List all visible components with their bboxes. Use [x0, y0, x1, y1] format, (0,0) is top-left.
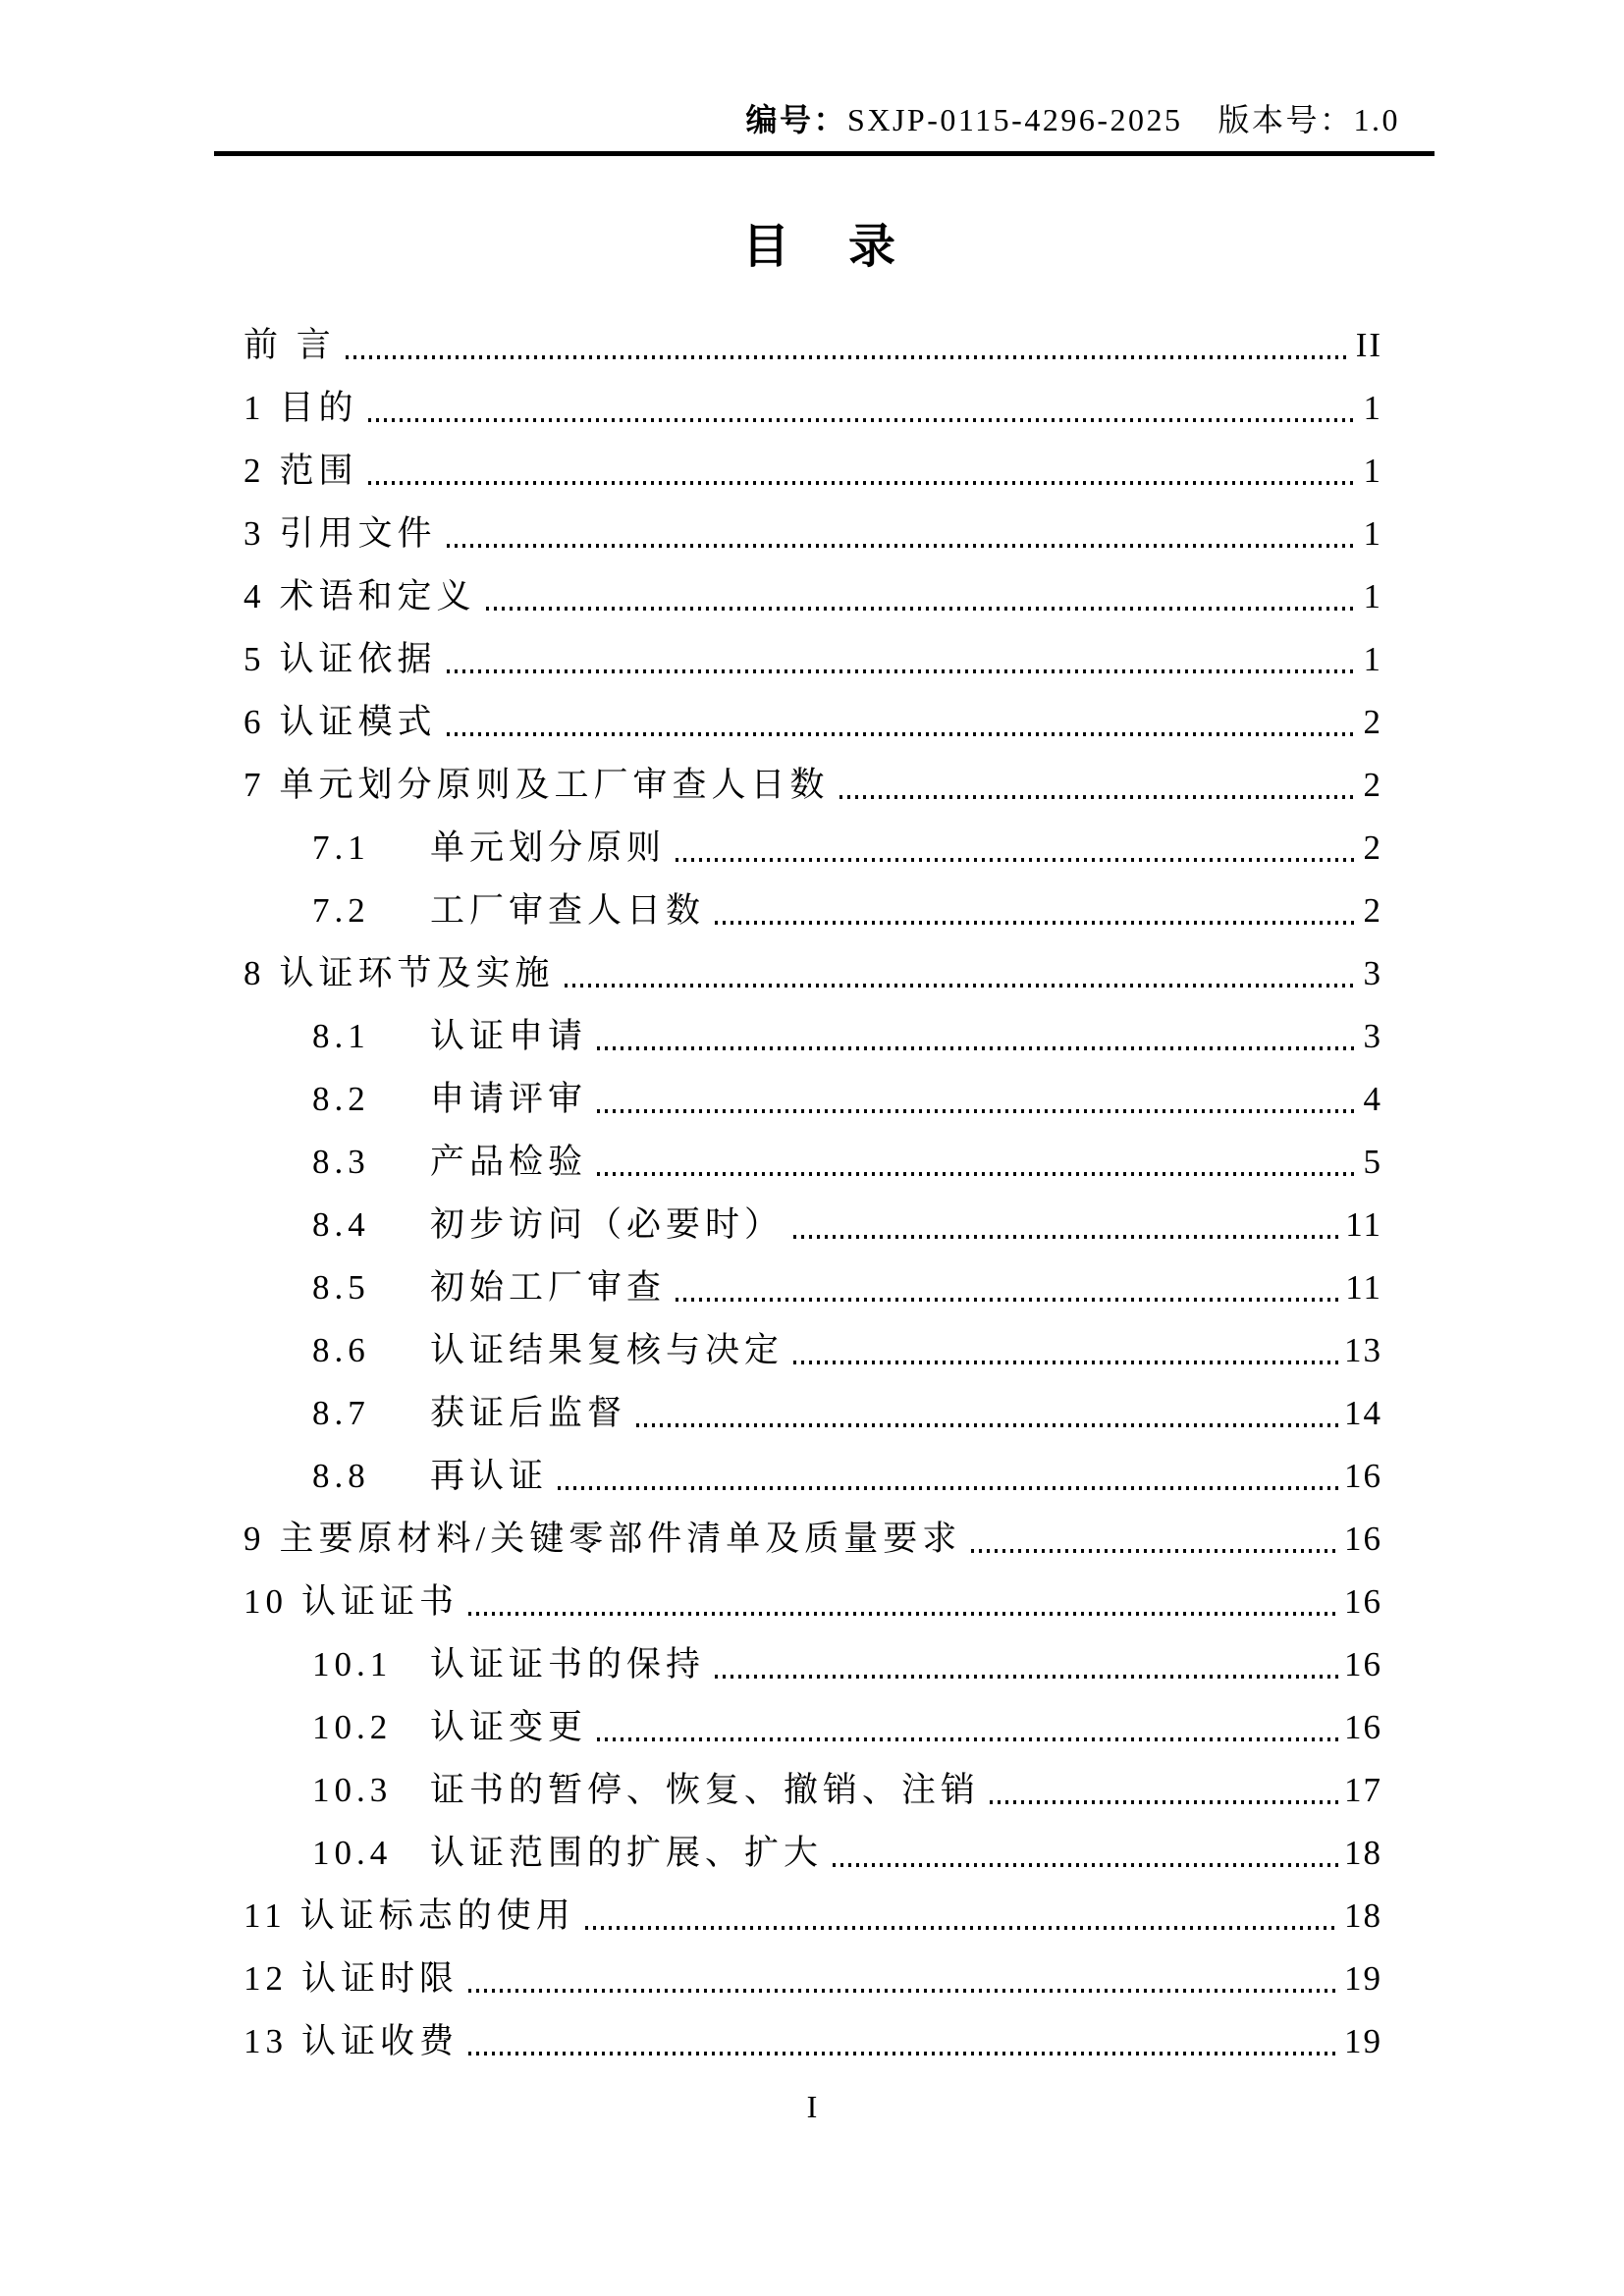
toc-entry-label: 产品检验: [430, 1143, 588, 1181]
toc-entry-number: 8.8: [312, 1457, 370, 1495]
toc-entry: [244, 1255, 1382, 1317]
toc-entry: [244, 1820, 1382, 1883]
toc-entry-label: 申请评审: [430, 1080, 588, 1118]
dot-leader: [368, 418, 1358, 422]
toc-entry-number: 8.4: [312, 1205, 370, 1244]
dot-leader: [676, 1298, 1339, 1302]
toc-entry-number: 9: [244, 1520, 266, 1558]
toc-entry-label: 再认证: [430, 1457, 549, 1495]
toc-entry: [244, 1066, 1382, 1129]
dot-leader: [468, 1989, 1338, 1993]
toc-entry-number: 3: [244, 514, 266, 553]
toc-entry: [244, 312, 1382, 375]
toc-entry-label: 认证时限: [301, 1959, 460, 1998]
dot-leader: [793, 1361, 1338, 1364]
toc-entry-number: 8: [244, 954, 266, 992]
toc-entry-page: 2: [1363, 703, 1382, 741]
toc-entry-number: 8.6: [312, 1331, 370, 1369]
toc-entry-number: 11: [244, 1896, 287, 1935]
dot-leader: [676, 858, 1357, 862]
toc-entry: [244, 878, 1382, 940]
dot-leader: [585, 1926, 1338, 1930]
toc-entry-label: 目的: [279, 389, 358, 427]
toc-entry-page: 16: [1344, 1645, 1382, 1683]
toc-entry-page: 16: [1344, 1457, 1382, 1495]
toc-entry: [244, 1757, 1382, 1820]
toc-entry: [244, 501, 1382, 563]
toc-entry-page: 3: [1363, 1017, 1382, 1055]
toc-entry-label: 范围: [279, 452, 358, 490]
toc-entry-label: 认证标志的使用: [299, 1896, 575, 1935]
document-header: [746, 101, 1400, 138]
toc-entry-page: II: [1355, 326, 1382, 364]
dot-leader: [346, 355, 1350, 359]
toc-entry-page: 19: [1344, 1959, 1382, 1998]
toc-entry-label: 认证依据: [279, 640, 437, 678]
version-value: 1.0: [1353, 102, 1400, 137]
toc-entry: [244, 689, 1382, 752]
toc-entry-label: 认证环节及实施: [279, 954, 555, 992]
dot-leader: [565, 984, 1358, 988]
toc-entry: [244, 1946, 1382, 2008]
dot-leader: [839, 795, 1358, 799]
toc-entry-page: 1: [1363, 452, 1382, 490]
toc-entry: [244, 1129, 1382, 1192]
toc-entry-label: 初始工厂审查: [430, 1268, 667, 1307]
toc-entry: [244, 1380, 1382, 1443]
dot-leader: [486, 607, 1358, 611]
toc-entry-page: 16: [1344, 1708, 1382, 1746]
toc-entry: [244, 1192, 1382, 1255]
dot-leader: [468, 1612, 1338, 1616]
toc-entry-page: 18: [1344, 1896, 1382, 1935]
toc-entry-page: 2: [1363, 828, 1382, 867]
toc-entry-number: 4: [244, 577, 266, 615]
toc-entry-number: 10: [244, 1582, 288, 1621]
toc-entry: [244, 1631, 1382, 1694]
toc-entry: [244, 1506, 1382, 1569]
dot-leader: [833, 1863, 1338, 1867]
toc-entry: [244, 375, 1382, 438]
dot-leader: [468, 2052, 1338, 2056]
dot-leader: [597, 1109, 1357, 1113]
toc-entry-label: 证书的暂停、恢复、撤销、注销: [430, 1771, 981, 1809]
toc-entry-label: 初步访问（必要时）: [430, 1205, 785, 1244]
toc-entry: [244, 1003, 1382, 1066]
toc-entry-number: 7.1: [312, 828, 370, 867]
toc-entry-label: 主要原材料/关键零部件清单及质量要求: [279, 1520, 962, 1558]
header-divider-line: [214, 151, 1435, 156]
toc-entry-page: 2: [1363, 766, 1382, 804]
dot-leader: [447, 669, 1358, 673]
toc-entry: [244, 1694, 1382, 1757]
toc-entry-number: 8.1: [312, 1017, 370, 1055]
dot-leader: [558, 1486, 1338, 1490]
toc-entry-label: 引用文件: [279, 514, 437, 553]
toc-entry-number: 10.4: [312, 1834, 393, 1872]
toc-entry-page: 13: [1344, 1331, 1382, 1369]
toc-entry-label: 术语和定义: [279, 577, 476, 615]
page-title: 目 录: [741, 221, 901, 273]
toc-entry-label: 认证范围的扩展、扩大: [430, 1834, 824, 1872]
toc-entry-page: 14: [1344, 1394, 1382, 1432]
toc-entry-page: 2: [1363, 891, 1382, 930]
toc-entry: [244, 815, 1382, 878]
dot-leader: [715, 921, 1357, 925]
toc-entry-number: 5: [244, 640, 266, 678]
toc-entry: [244, 1317, 1382, 1380]
dot-leader: [636, 1423, 1338, 1427]
dot-leader: [715, 1675, 1338, 1679]
toc-entry-label: 认证证书的保持: [430, 1645, 706, 1683]
toc-entry-number: 8.2: [312, 1080, 370, 1118]
toc-entry: [244, 563, 1382, 626]
toc-entry-page: 1: [1363, 577, 1382, 615]
toc-entry-number: 6: [244, 703, 266, 741]
toc-entry-label: 认证收费: [301, 2022, 460, 2060]
toc-entry: [244, 1883, 1382, 1946]
toc-entry-page: 1: [1363, 514, 1382, 553]
toc-entry-label: 认证结果复核与决定: [430, 1331, 785, 1369]
toc-entry: [244, 438, 1382, 501]
toc-entry-page: 16: [1344, 1582, 1382, 1621]
toc-entry-number: 8.3: [312, 1143, 370, 1181]
toc-entry-number: 8.7: [312, 1394, 370, 1432]
toc-entry-label: 获证后监督: [430, 1394, 627, 1432]
dot-leader: [793, 1235, 1339, 1239]
version-label: 版本号：: [1218, 102, 1354, 137]
toc-entry-number: 10.1: [312, 1645, 393, 1683]
toc-entry-page: 17: [1344, 1771, 1382, 1809]
toc-entry-page: 1: [1363, 640, 1382, 678]
dot-leader: [597, 1737, 1338, 1741]
toc-entry-number: 10.2: [312, 1708, 393, 1746]
toc-entry: [244, 1443, 1382, 1506]
toc-entry-number: 2: [244, 452, 266, 490]
dot-leader: [597, 1172, 1357, 1176]
toc-entry-number: 10.3: [312, 1771, 393, 1809]
toc-entry-page: 4: [1363, 1080, 1382, 1118]
toc-entry-page: 11: [1345, 1268, 1382, 1307]
toc-entry-label: 认证变更: [430, 1708, 588, 1746]
toc-entry: [244, 752, 1382, 815]
toc-entry: [244, 626, 1382, 689]
dot-leader: [597, 1046, 1357, 1050]
toc-entry-number: 7.2: [312, 891, 370, 930]
toc-entry-number: 13: [244, 2022, 288, 2060]
table-of-contents: [244, 312, 1382, 2071]
toc-entry-label: 单元划分原则及工厂审查人日数: [279, 766, 830, 804]
dot-leader: [990, 1800, 1338, 1804]
toc-entry-page: 19: [1344, 2022, 1382, 2060]
toc-entry-label: 前 言: [244, 326, 336, 364]
toc-entry-label: 工厂审查人日数: [430, 891, 706, 930]
toc-entry-page: 5: [1363, 1143, 1382, 1181]
dot-leader: [971, 1549, 1338, 1553]
toc-entry-number: 1: [244, 389, 266, 427]
footer-page-number: I: [806, 2089, 818, 2124]
toc-entry-label: 单元划分原则: [430, 828, 667, 867]
toc-entry-page: 3: [1363, 954, 1382, 992]
doc-number-label: 编号：: [745, 102, 848, 137]
dot-leader: [447, 732, 1358, 736]
toc-entry: [244, 1569, 1382, 1631]
toc-entry-label: 认证申请: [430, 1017, 588, 1055]
toc-entry-number: 7: [244, 766, 266, 804]
toc-entry-page: 1: [1363, 389, 1382, 427]
doc-number-value: SXJP-0115-4296-2025: [847, 102, 1183, 137]
dot-leader: [447, 544, 1358, 548]
toc-entry-page: 11: [1345, 1205, 1382, 1244]
toc-entry-page: 16: [1344, 1520, 1382, 1558]
toc-entry-number: 8.5: [312, 1268, 370, 1307]
toc-entry-number: 12: [244, 1959, 288, 1998]
dot-leader: [368, 481, 1358, 485]
toc-entry-label: 认证证书: [301, 1582, 460, 1621]
toc-entry: [244, 940, 1382, 1003]
toc-entry-label: 认证模式: [279, 703, 437, 741]
toc-entry-page: 18: [1344, 1834, 1382, 1872]
toc-entry: [244, 2008, 1382, 2071]
